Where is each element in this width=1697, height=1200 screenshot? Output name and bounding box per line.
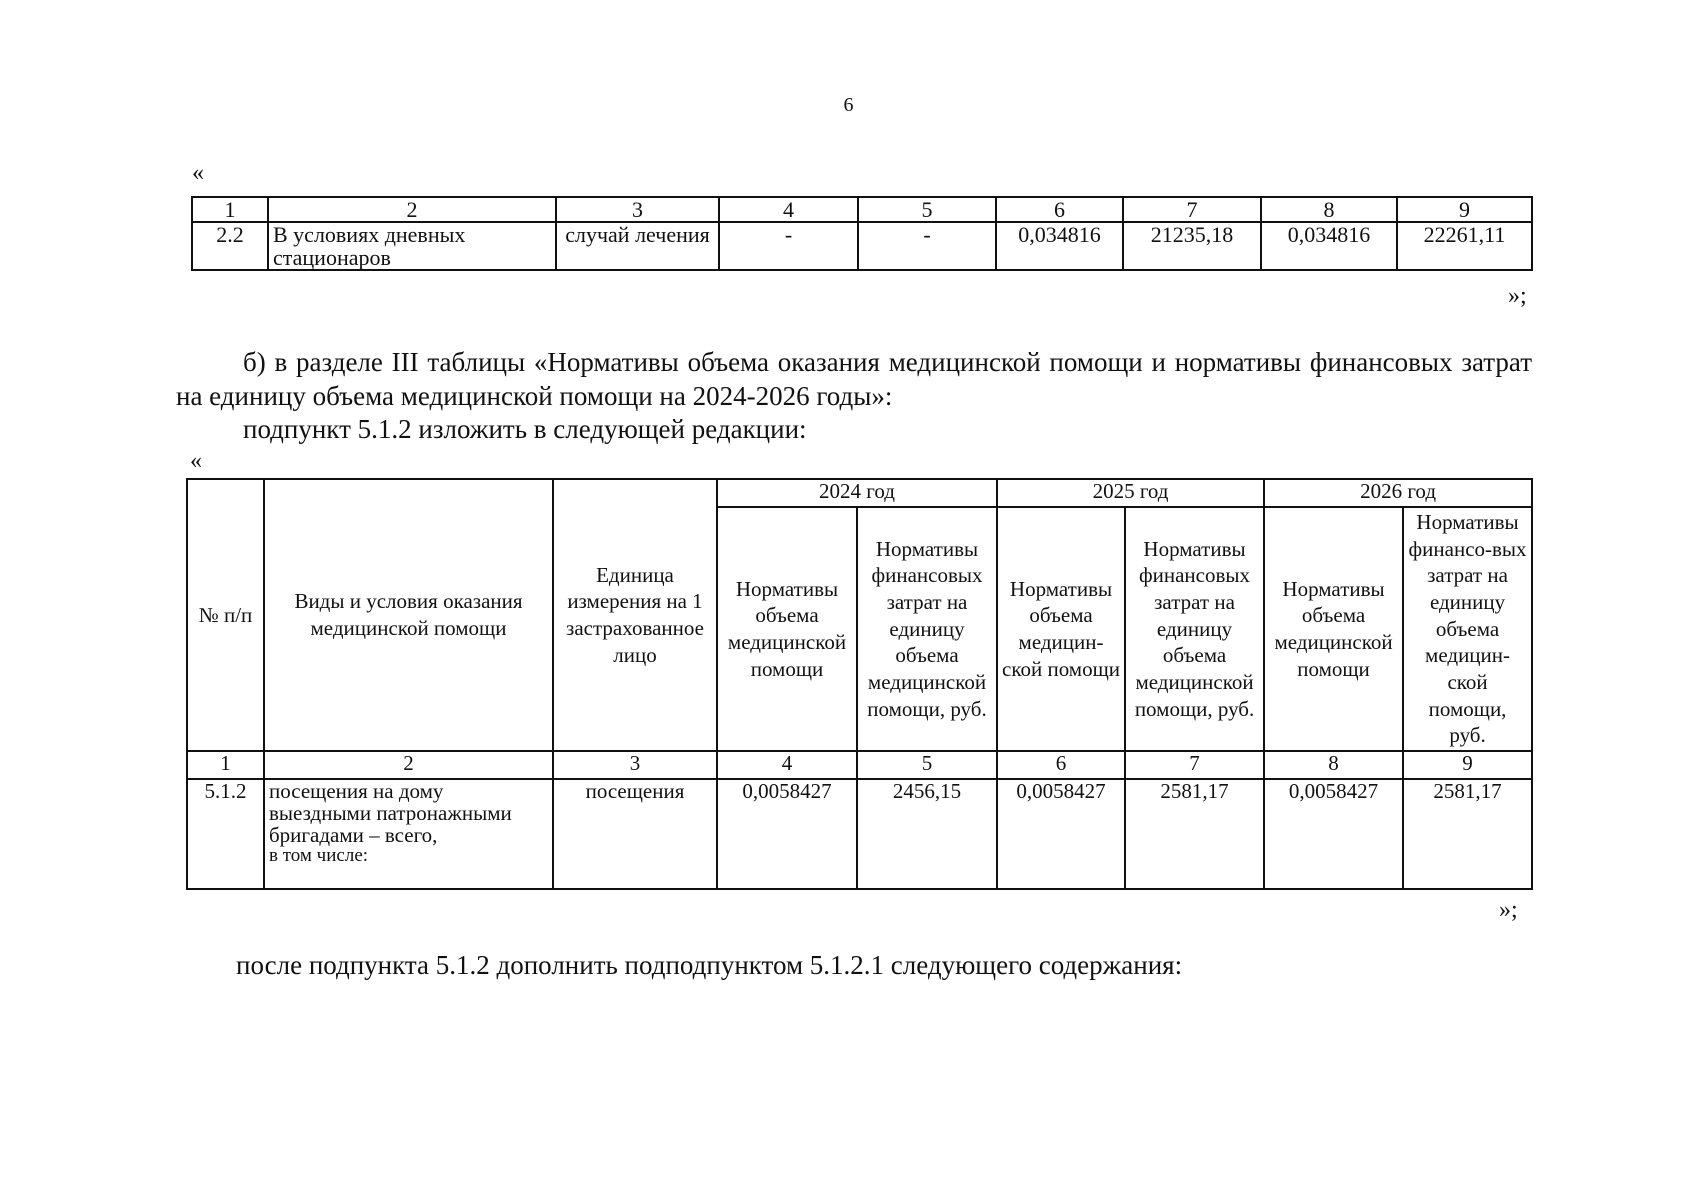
table2-year-row [187,479,1532,507]
table2-col-2: 2 [264,751,553,779]
subheader-2024-finance: Нормативы финансовых затрат на единицу объема медицинской помощи, руб. [857,507,997,751]
col-number-header: № п/п [187,479,264,751]
table1-col-5: 5 [858,197,996,222]
row-number: 2.2 [192,222,268,270]
row-unit: случай лечения [556,222,719,270]
paragraph-subitem: подпункт 5.1.2 изложить в следующей редакции: [243,414,807,444]
year-2024-header: 2024 год [717,479,997,507]
row-cell-9: 22261,11 [1397,222,1532,270]
row-cell-6: 0,034816 [996,222,1123,270]
row-unit: посещения [553,779,717,889]
value-2026-volume: 0,0058427 [1264,779,1403,889]
row-name: В условиях дневных стационаров [268,222,556,270]
table2-col-8: 8 [1264,751,1403,779]
table-row [192,222,1532,270]
value-2024-finance: 2456,15 [857,779,997,889]
row-cell-8: 0,034816 [1261,222,1397,270]
open-quote-2: « [190,448,202,474]
subheader-2026-volume: Нормативы объема медицинской помощи [1264,507,1403,751]
page-number: 6 [843,94,854,116]
close-quote-2: »; [1499,897,1518,923]
subheader-2026-finance: Нормативы финансо-вых затрат на единицу объема медицин-ской помощи, руб. [1403,507,1532,751]
subheader-2025-finance: Нормативы финансовых затрат на единицу объема медицинской помощи, руб. [1125,507,1264,751]
table2-col-7: 7 [1125,751,1264,779]
row-number: 5.1.2 [187,779,264,889]
table1-col-7: 7 [1123,197,1261,222]
value-2025-volume: 0,0058427 [997,779,1125,889]
row-cell-7: 21235,18 [1123,222,1261,270]
table-inpatient [191,196,1533,271]
year-2026-header: 2026 год [1264,479,1532,507]
table2-col-number-row [187,751,1532,779]
table1-col-1: 1 [192,197,268,222]
table1-header-row [192,197,1532,222]
table1-col-2: 2 [268,197,556,222]
row-cell-4: - [719,222,858,270]
table2-col-3: 3 [553,751,717,779]
paragraph-b: б) в разделе III таблицы «Нормативы объема оказания медицинской помощи и нормативы финансовых затрат на единицу объема медицинской помощи на 2024-2026 годы»: [176,347,1532,411]
table2-col-5: 5 [857,751,997,779]
table1-col-3: 3 [556,197,719,222]
row-name-sub: в том числе: [269,845,369,867]
table2-col-6: 6 [997,751,1125,779]
year-2025-header: 2025 год [997,479,1264,507]
subheader-2024-volume: Нормативы объема медицинской помощи [717,507,857,751]
paragraph-after: после подпункта 5.1.2 дополнить подподпунктом 5.1.2.1 следующего содержания: [236,950,1183,980]
table-row [187,779,1532,889]
table1-col-6: 6 [996,197,1123,222]
row-cell-5: - [858,222,996,270]
table1-col-8: 8 [1261,197,1397,222]
row-name: посещения на дому выездными патронажными бригадами – всего, [269,779,512,848]
col-types-header: Виды и условия оказания медицинской помощи [264,479,553,751]
table2-col-1: 1 [187,751,264,779]
value-2025-finance: 2581,17 [1125,779,1264,889]
col-unit-header: Единица измерения на 1 застрахованное лицо [553,479,717,751]
close-quote-1: »; [1508,283,1527,309]
subheader-2025-volume: Нормативы объема медицин-ской помощи [997,507,1125,751]
table2-col-4: 4 [717,751,857,779]
value-2024-volume: 0,0058427 [717,779,857,889]
table1-col-9: 9 [1397,197,1532,222]
table2-col-9: 9 [1403,751,1532,779]
open-quote-1: « [192,160,204,186]
table-norms [186,478,1533,890]
row-name-cell [264,779,553,889]
value-2026-finance: 2581,17 [1403,779,1532,889]
table1-col-4: 4 [719,197,858,222]
